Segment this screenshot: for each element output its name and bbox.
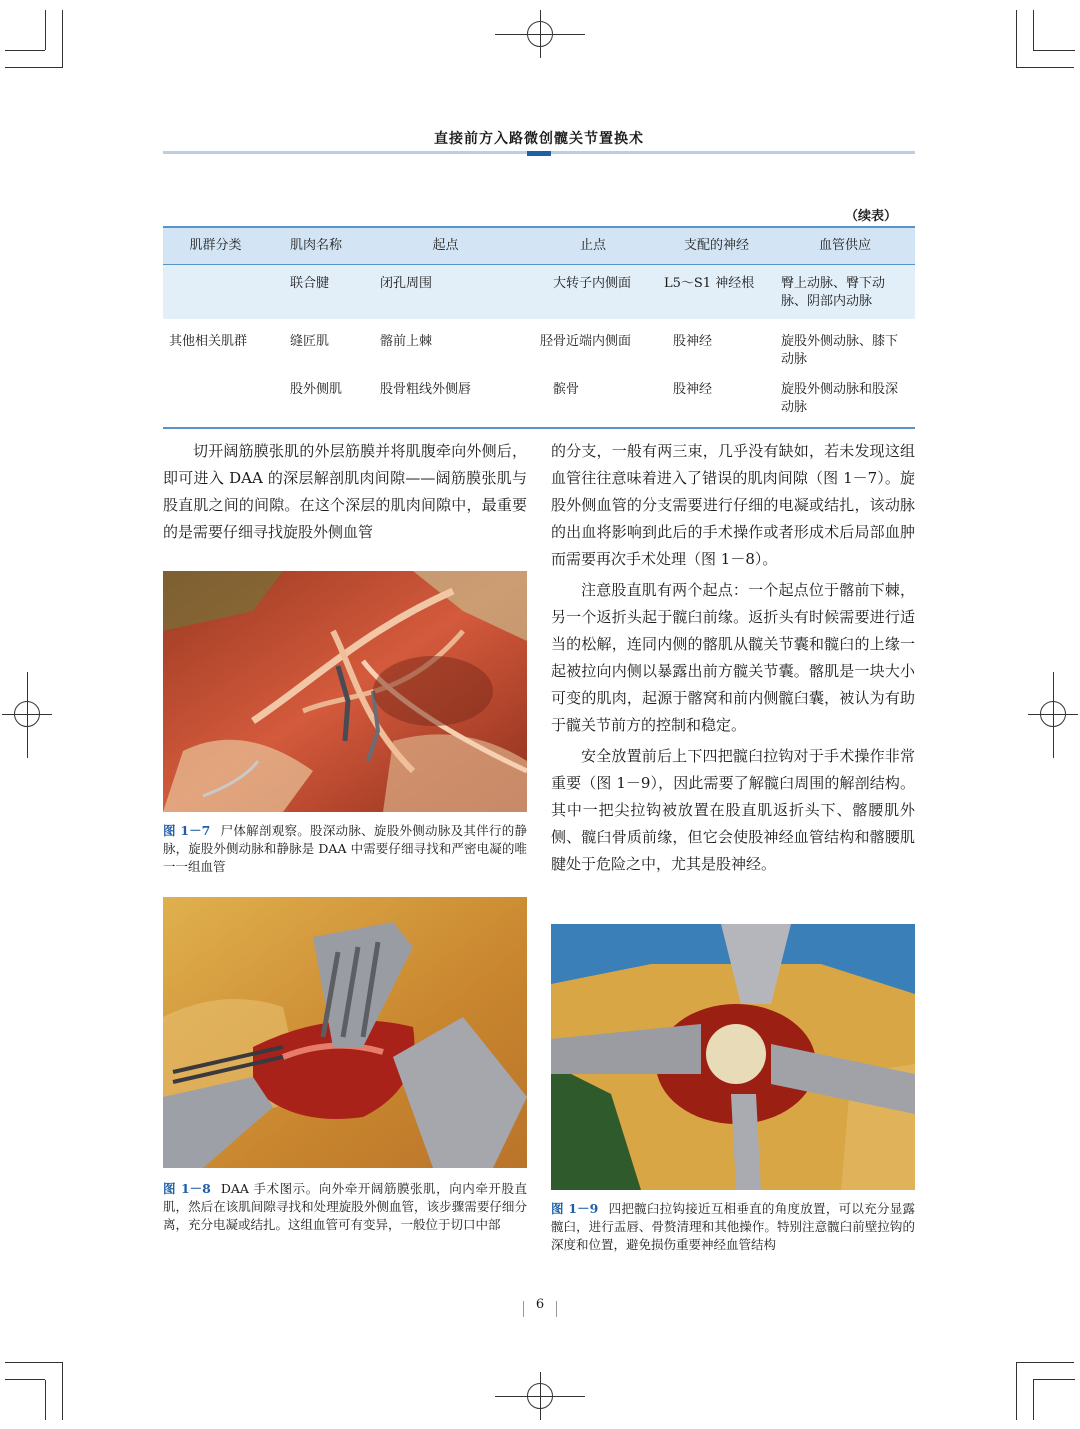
table-row bbox=[163, 265, 915, 320]
dissection-illustration bbox=[163, 571, 527, 812]
figure-number: 图 1－9 bbox=[551, 1201, 599, 1216]
table-cell bbox=[163, 265, 268, 320]
table-cell: 闭孔周围 bbox=[363, 265, 528, 320]
table-cell: 臀上动脉、臀下动脉、阴部内动脉 bbox=[775, 265, 915, 320]
table-header-cell: 肌肉名称 bbox=[268, 227, 363, 265]
crop-mark bbox=[1033, 50, 1075, 51]
registration-mark bbox=[540, 1372, 541, 1420]
table-header-cell: 支配的神经 bbox=[658, 227, 775, 265]
table-header-cell: 肌群分类 bbox=[163, 227, 268, 265]
crop-mark bbox=[1016, 1362, 1017, 1420]
paragraph: 的分支，一般有两三束，几乎没有缺如，若未发现这组血管往往意味着进入了错误的肌肉间隙（图 1－7）。旋股外侧血管的分支需要进行仔细的电凝或结扎，该动脉的出血将影响到此后的手术操作或者形成术后局部血肿而需要再次手术处理（图 1－8）。 bbox=[551, 442, 915, 568]
table-cell: 旋股外侧动脉和股深动脉 bbox=[775, 375, 915, 428]
table-cell: 股神经 bbox=[658, 375, 775, 428]
table-cell bbox=[163, 375, 268, 428]
table-header-cell: 起点 bbox=[363, 227, 528, 265]
table-cell: 胫骨近端内侧面 bbox=[540, 334, 632, 349]
running-head: 直接前方入路微创髋关节置换术 bbox=[434, 131, 644, 147]
table-header-cell: 血管供应 bbox=[775, 227, 915, 265]
registration-mark bbox=[1053, 672, 1054, 758]
crop-mark bbox=[62, 1362, 63, 1420]
retractor-illustration bbox=[551, 924, 915, 1190]
table-cell: 股外侧肌 bbox=[268, 375, 363, 428]
table-cell: 股骨粗线外侧唇 bbox=[363, 375, 528, 428]
surgery-illustration bbox=[163, 897, 527, 1168]
table-cell: 髂前上棘 bbox=[380, 334, 433, 349]
table-header-cell: 止点 bbox=[528, 227, 658, 265]
body-text-left bbox=[163, 438, 527, 546]
crop-mark bbox=[5, 1362, 63, 1363]
table-row bbox=[163, 375, 915, 428]
crop-mark bbox=[1016, 67, 1074, 68]
figure-1-8-photo bbox=[163, 897, 527, 1168]
paragraph: 安全放置前后上下四把髋臼拉钩对于手术操作非常重要（图 1－9），因此需要了解髋臼周围的解剖结构。其中一把尖拉钩被放置在股直肌返折头下、髂腰肌外侧、髋臼骨质前缘，但它会使股神经血管结构和髂腰肌腱处于危险之中，尤其是股神经。 bbox=[551, 747, 915, 873]
table-cell: 股神经 bbox=[673, 334, 713, 349]
crop-mark bbox=[45, 1380, 46, 1420]
table-cell: 联合腱 bbox=[268, 265, 363, 320]
caption-text: 尸体解剖观察。股深动脉、旋股外侧动脉及其伴行的静脉，旋股外侧动脉和静脉是 DAA 中需要仔细寻找和严密电凝的唯一一组血管 bbox=[163, 823, 527, 874]
table-cell: 其他相关肌群 bbox=[169, 334, 248, 349]
figure-number: 图 1－7 bbox=[163, 823, 211, 838]
crop-mark bbox=[5, 67, 63, 68]
muscle-table bbox=[163, 226, 915, 429]
table-row bbox=[163, 319, 915, 375]
crop-mark bbox=[1016, 10, 1017, 68]
table-cell: L5～S1 神经根 bbox=[658, 265, 775, 320]
continued-label: （续表） bbox=[845, 209, 898, 224]
figure-1-7-caption bbox=[163, 822, 527, 876]
table-cell: 缝匠肌 bbox=[290, 334, 330, 349]
figure-1-9-photo bbox=[551, 924, 915, 1190]
paragraph: 切开阔筋膜张肌的外层筋膜并将肌腹牵向外侧后，即可进入 DAA 的深层解剖肌肉间隙——阔筋膜张肌与股直肌之间的间隙。在这个深层的肌肉间隙中，最重要的是需要仔细寻找旋股外侧血管 bbox=[163, 442, 527, 541]
table-cell: 大转子内侧面 bbox=[528, 265, 658, 320]
crop-mark bbox=[1033, 10, 1034, 50]
crop-mark bbox=[5, 50, 45, 51]
crop-mark bbox=[1033, 1379, 1075, 1380]
crop-mark bbox=[5, 1379, 45, 1380]
header-rule-accent bbox=[527, 151, 551, 156]
crop-mark bbox=[45, 10, 46, 50]
table-header-row bbox=[163, 227, 915, 265]
crop-mark bbox=[1033, 1380, 1034, 1420]
body-text-right bbox=[551, 438, 915, 878]
figure-1-9-caption bbox=[551, 1200, 915, 1254]
page-number: 6 bbox=[535, 1297, 545, 1312]
crop-mark bbox=[62, 10, 63, 68]
table-cell: 髌骨 bbox=[528, 375, 658, 428]
figure-1-7-photo bbox=[163, 571, 527, 812]
caption-text: DAA 手术图示。向外牵开阔筋膜张肌，向内牵开股直肌，然后在该肌间隙寻找和处理旋股外侧血管，该步骤需要仔细分离，充分电凝或结扎。这组血管可有变异，一般位于切口中部 bbox=[163, 1181, 527, 1232]
figure-1-8-caption bbox=[163, 1180, 527, 1234]
caption-text: 四把髋臼拉钩接近互相垂直的角度放置，可以充分显露髋臼，进行盂唇、骨赘清理和其他操作。特别注意髋臼前壁拉钩的深度和位置，避免损伤重要神经血管结构 bbox=[551, 1201, 915, 1252]
figure-number: 图 1－8 bbox=[163, 1181, 211, 1196]
crop-mark bbox=[1016, 1362, 1074, 1363]
registration-mark bbox=[27, 672, 28, 758]
table-cell: 旋股外侧动脉、膝下动脉 bbox=[781, 334, 899, 367]
registration-mark bbox=[540, 10, 541, 58]
folio-divider bbox=[556, 1301, 557, 1317]
paragraph: 注意股直肌有两个起点：一个起点位于髂前下棘，另一个返折头起于髋臼前缘。返折头有时候需要进行适当的松解，连同内侧的髂肌从髋关节囊和髋臼的上缘一起被拉向内侧以暴露出前方髋关节囊。髂肌是一块大小可变的肌肉，起源于髂窝和前内侧髋臼囊，被认为有助于髋关节前方的控制和稳定。 bbox=[551, 581, 915, 734]
